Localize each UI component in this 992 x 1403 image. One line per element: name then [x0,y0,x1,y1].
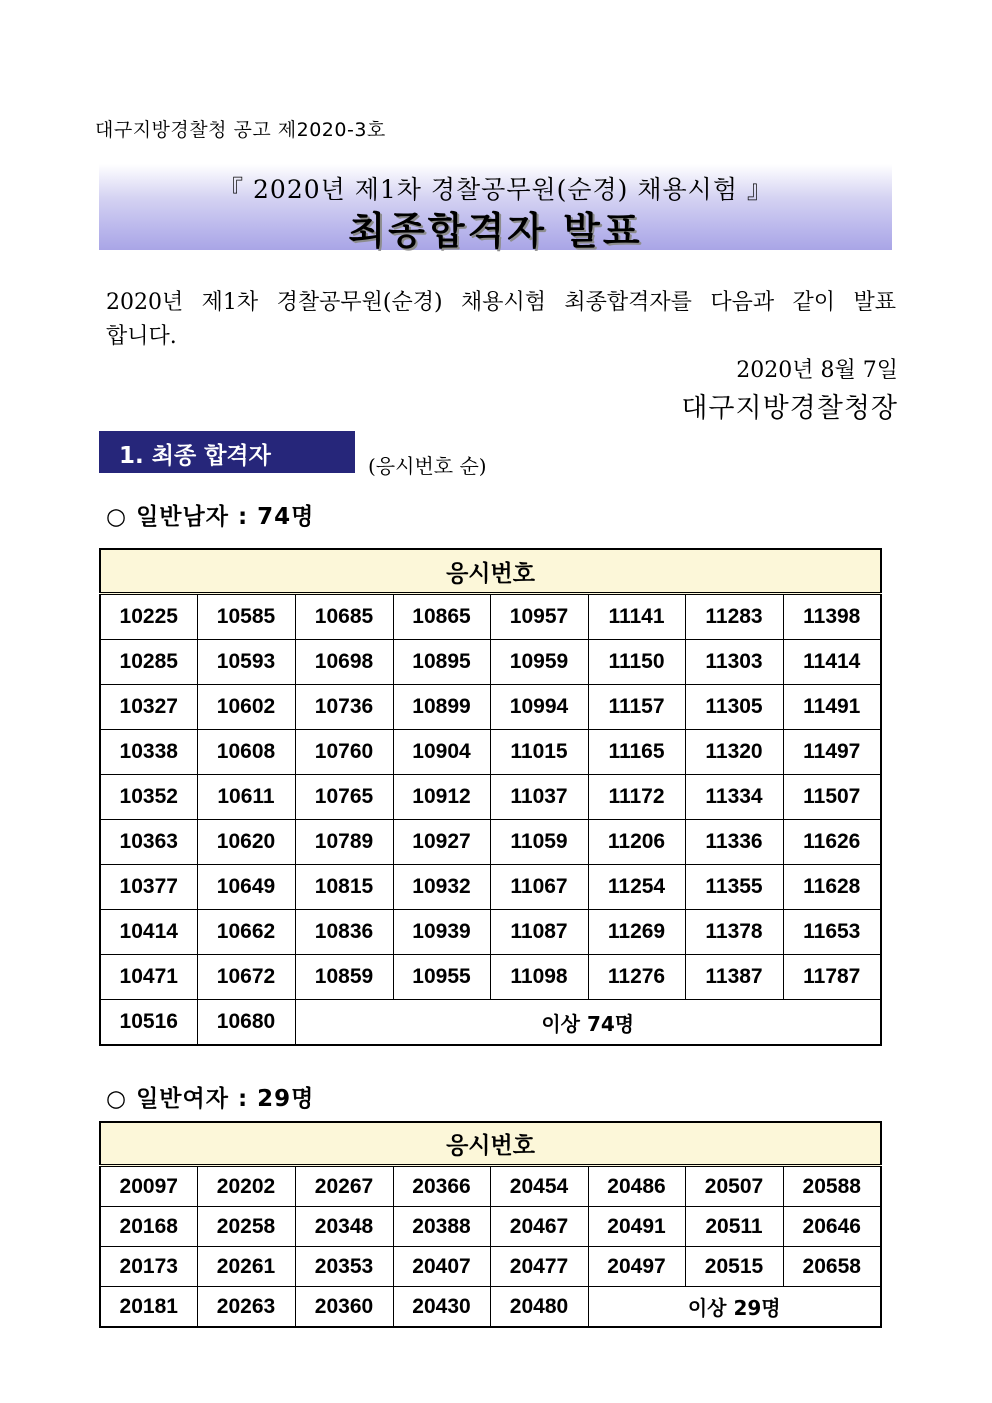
table-row [100,910,881,955]
candidate-number-cell: 10912 [393,775,490,820]
table-header: 응시번호 [100,1122,881,1166]
candidate-number-cell: 10377 [100,865,197,910]
candidate-number-cell: 11414 [783,640,881,685]
candidate-number-cell: 11355 [685,865,783,910]
candidate-number-cell: 20407 [393,1247,490,1287]
candidate-number-cell: 11497 [783,730,881,775]
candidate-number-cell: 10760 [295,730,393,775]
table-header: 응시번호 [100,549,881,594]
table-row [100,1207,881,1247]
candidate-number-cell: 20507 [685,1166,783,1207]
group-title-male: ○ 일반남자 : 74명 [106,504,315,530]
candidate-number-cell: 10698 [295,640,393,685]
summary-cell: 이상 74명 [295,1000,881,1046]
candidate-number-cell: 20658 [783,1247,881,1287]
female-candidates-table [99,1121,882,1328]
candidate-number-cell: 20348 [295,1207,393,1247]
candidate-number-cell: 20097 [100,1166,197,1207]
candidate-number-cell: 11653 [783,910,881,955]
candidate-number-cell: 20646 [783,1207,881,1247]
section-heading-label: 1. 최종 합격자 [119,443,271,469]
table-row [100,820,881,865]
candidate-number-cell: 10680 [197,1000,295,1046]
announcement-text: 2020년 제1차 경찰공무원(순경) 채용시험 최종합격자를 다음과 같이 발표합니다. [106,290,896,349]
candidate-number-cell: 20181 [100,1287,197,1328]
candidate-number-cell: 10685 [295,594,393,640]
candidate-number-cell: 10602 [197,685,295,730]
table-row [100,640,881,685]
candidate-number-cell: 11320 [685,730,783,775]
candidate-number-cell: 11254 [588,865,685,910]
candidate-number-cell: 11141 [588,594,685,640]
candidate-number-cell: 20261 [197,1247,295,1287]
candidate-number-cell: 10895 [393,640,490,685]
table-row [100,865,881,910]
candidate-number-cell: 10859 [295,955,393,1000]
candidate-number-cell: 10672 [197,955,295,1000]
candidate-number-cell: 11059 [490,820,588,865]
candidate-number-cell: 10904 [393,730,490,775]
candidate-number-cell: 11628 [783,865,881,910]
candidate-number-cell: 10899 [393,685,490,730]
candidate-number-cell: 20202 [197,1166,295,1207]
candidate-number-cell: 11150 [588,640,685,685]
candidate-number-cell: 20430 [393,1287,490,1328]
section-note: (응시번호 순) [368,454,487,478]
candidate-number-cell: 10611 [197,775,295,820]
candidate-number-cell: 11626 [783,820,881,865]
candidate-number-cell: 11276 [588,955,685,1000]
candidate-number-cell: 10815 [295,865,393,910]
candidate-number-cell: 10765 [295,775,393,820]
candidate-number-cell: 20263 [197,1287,295,1328]
candidate-number-cell: 20588 [783,1166,881,1207]
candidate-number-cell: 10957 [490,594,588,640]
candidate-number-cell: 10338 [100,730,197,775]
male-candidates-table [99,548,882,1046]
table-row [100,594,881,640]
candidate-number-cell: 10620 [197,820,295,865]
candidate-number-cell: 10932 [393,865,490,910]
candidate-number-cell: 11165 [588,730,685,775]
candidate-number-cell: 20486 [588,1166,685,1207]
table-row [100,1287,881,1328]
candidate-number-cell: 20511 [685,1207,783,1247]
candidate-number-cell: 10736 [295,685,393,730]
title-announcement: 최종합격자 발표 [348,208,643,253]
notice-number: 대구지방경찰청 공고 제2020-3호 [95,119,386,141]
candidate-number-cell: 10865 [393,594,490,640]
candidate-number-cell: 10585 [197,594,295,640]
candidate-number-cell: 10608 [197,730,295,775]
candidate-number-cell: 11172 [588,775,685,820]
candidate-number-cell: 20467 [490,1207,588,1247]
candidate-number-cell: 10225 [100,594,197,640]
candidate-number-cell: 11491 [783,685,881,730]
table-row [100,1247,881,1287]
candidate-number-cell: 11015 [490,730,588,775]
candidate-number-cell: 10662 [197,910,295,955]
candidate-number-cell: 20491 [588,1207,685,1247]
candidate-number-cell: 11067 [490,865,588,910]
candidate-number-cell: 10516 [100,1000,197,1046]
candidate-number-cell: 10649 [197,865,295,910]
candidate-number-cell: 10593 [197,640,295,685]
candidate-number-cell: 11303 [685,640,783,685]
candidate-number-cell: 20454 [490,1166,588,1207]
candidate-number-cell: 11336 [685,820,783,865]
table-row [100,775,881,820]
candidate-number-cell: 10285 [100,640,197,685]
candidate-number-cell: 10959 [490,640,588,685]
candidate-number-cell: 20497 [588,1247,685,1287]
candidate-number-cell: 10955 [393,955,490,1000]
candidate-number-cell: 20366 [393,1166,490,1207]
issuer-name: 대구지방경찰청장 [681,393,898,424]
candidate-number-cell: 11305 [685,685,783,730]
candidate-number-cell: 20388 [393,1207,490,1247]
candidate-number-cell: 11378 [685,910,783,955]
candidate-number-cell: 11037 [490,775,588,820]
candidate-number-cell: 10414 [100,910,197,955]
candidate-number-cell: 20515 [685,1247,783,1287]
candidate-number-cell: 11098 [490,955,588,1000]
candidate-number-cell: 20477 [490,1247,588,1287]
candidate-number-cell: 20353 [295,1247,393,1287]
candidate-number-cell: 10327 [100,685,197,730]
section-heading [99,431,355,473]
table-row [100,1166,881,1207]
candidate-number-cell: 11269 [588,910,685,955]
candidate-number-cell: 11206 [588,820,685,865]
candidate-number-cell: 10836 [295,910,393,955]
candidate-number-cell: 10939 [393,910,490,955]
candidate-number-cell: 20173 [100,1247,197,1287]
summary-cell: 이상 29명 [588,1287,881,1328]
announcement-date: 2020년 8월 7일 [736,358,898,383]
candidate-number-cell: 10994 [490,685,588,730]
candidate-number-cell: 20480 [490,1287,588,1328]
candidate-number-cell: 11334 [685,775,783,820]
candidate-number-cell: 11387 [685,955,783,1000]
candidate-number-cell: 20360 [295,1287,393,1328]
candidate-number-cell: 20267 [295,1166,393,1207]
candidate-number-cell: 11087 [490,910,588,955]
candidate-number-cell: 11157 [588,685,685,730]
group-title-female: ○ 일반여자 : 29명 [106,1086,315,1112]
title-banner [99,164,892,253]
candidate-number-cell: 10471 [100,955,197,1000]
candidate-number-cell: 11787 [783,955,881,1000]
candidate-number-cell: 10927 [393,820,490,865]
candidate-number-cell: 11398 [783,594,881,640]
candidate-number-cell: 10363 [100,820,197,865]
candidate-number-cell: 20168 [100,1207,197,1247]
table-row [100,955,881,1000]
table-row [100,685,881,730]
candidate-number-cell: 10789 [295,820,393,865]
candidate-number-cell: 11507 [783,775,881,820]
title-exam-name: 『 2020년 제1차 경찰공무원(순경) 채용시험 』 [218,175,773,204]
candidate-number-cell: 20258 [197,1207,295,1247]
candidate-number-cell: 10352 [100,775,197,820]
table-row [100,730,881,775]
candidate-number-cell: 11283 [685,594,783,640]
table-row [100,1000,881,1046]
